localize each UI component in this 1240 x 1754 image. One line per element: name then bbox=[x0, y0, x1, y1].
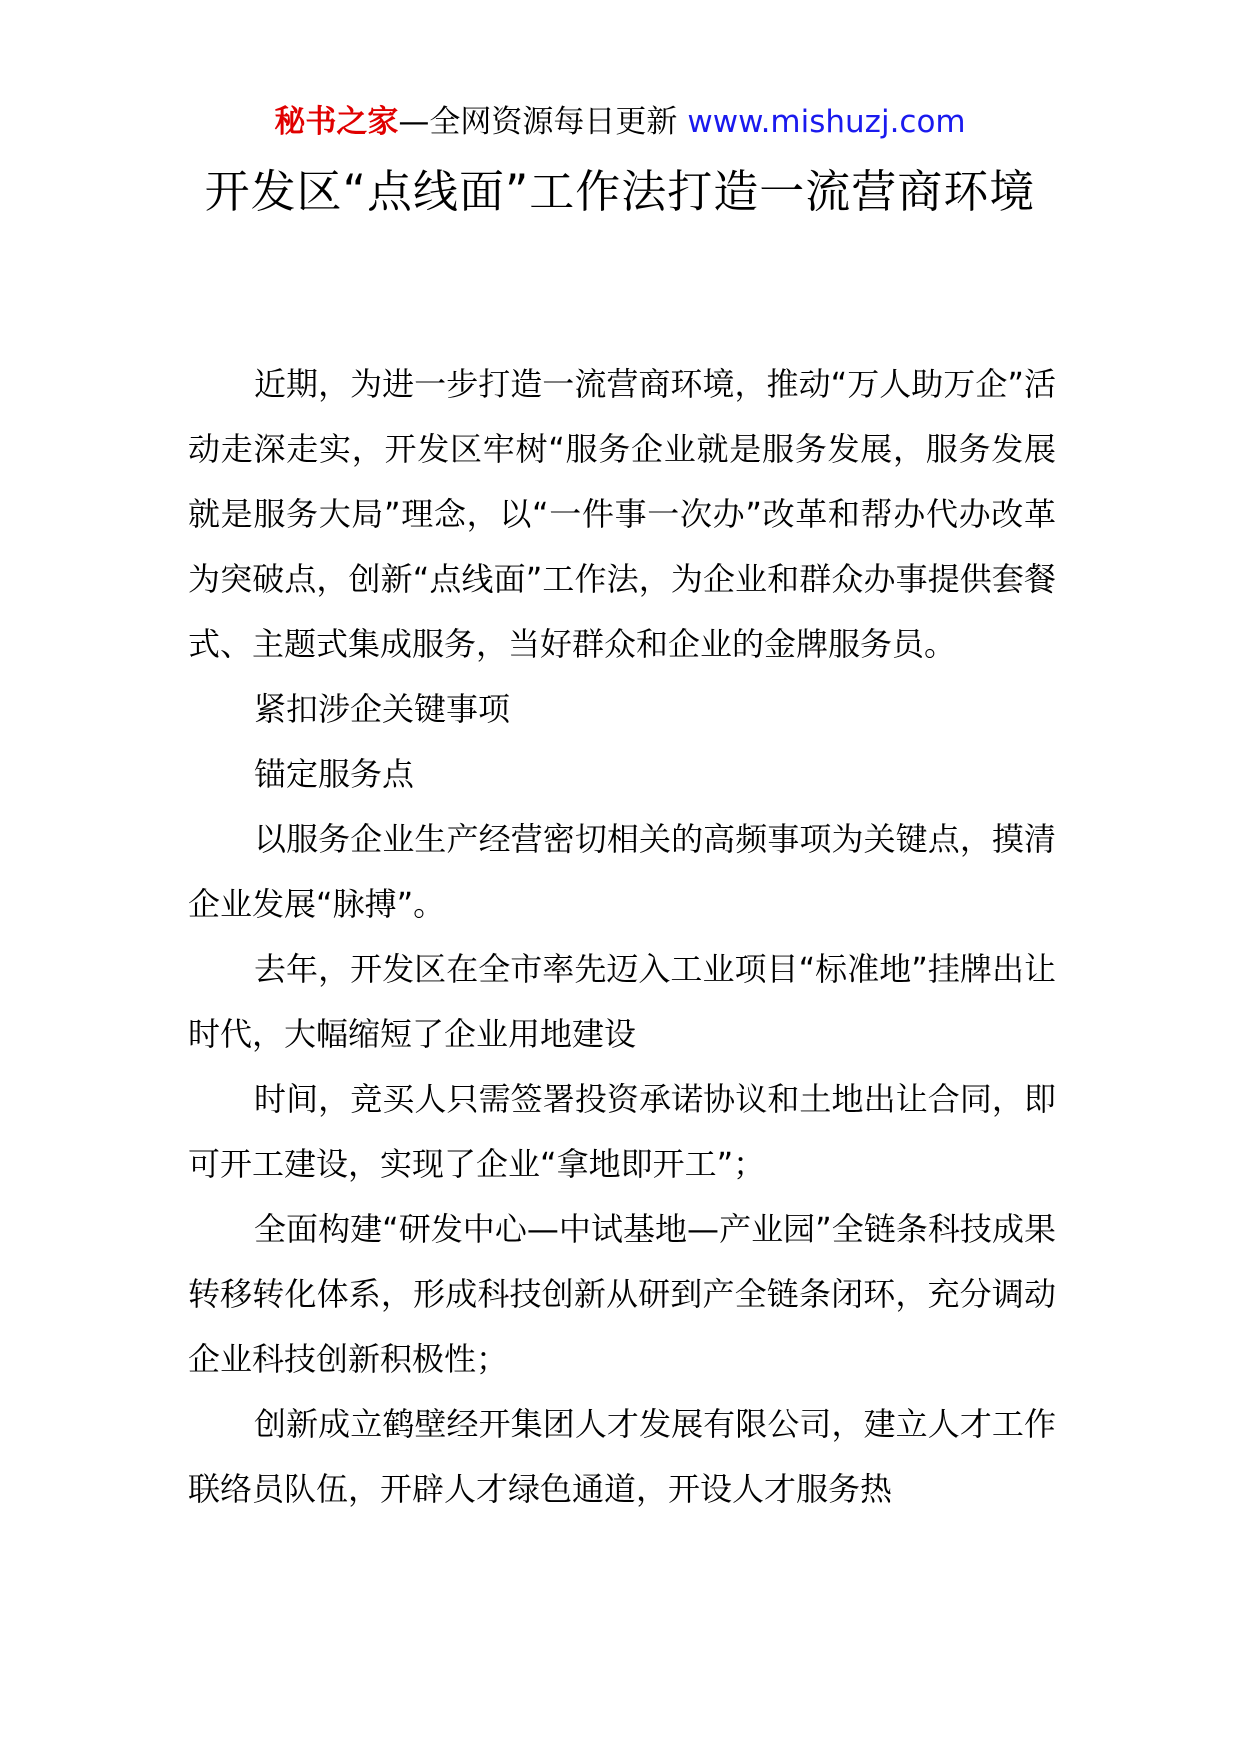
paragraph: 创新成立鹤壁经开集团人才发展有限公司，建立人才工作联络员队伍，开辟人才绿色通道，开设人才服务热 bbox=[188, 1405, 1056, 1508]
paragraph: 以服务企业生产经营密切相关的高频事项为关键点，摸清企业发展“脉搏”。 bbox=[188, 820, 1056, 923]
document-body bbox=[188, 352, 1056, 1522]
section-subheading: 锚定服务点 bbox=[254, 755, 415, 793]
site-url-link[interactable]: www.mishuzj.com bbox=[687, 104, 966, 140]
site-header bbox=[0, 100, 1240, 144]
document-title: 开发区“点线面”工作法打造一流营商环境 bbox=[204, 165, 1036, 218]
site-slogan: —全网资源每日更新 bbox=[398, 104, 678, 140]
site-brand: 秘书之家 bbox=[274, 104, 399, 140]
paragraph: 全面构建“研发中心—中试基地—产业园”全链条科技成果转移转化体系，形成科技创新从研到产全链条闭环，充分调动企业科技创新积极性； bbox=[188, 1210, 1056, 1378]
paragraph: 近期，为进一步打造一流营商环境，推动“万人助万企”活动走深走实，开发区牢树“服务企业就是服务发展，服务发展就是服务大局”理念，以“一件事一次办”改革和帮办代办改革为突破点，创新“点线面”工作法，为企业和群众办事提供套餐式、主题式集成服务，当好群众和企业的金牌服务员。 bbox=[188, 365, 1056, 663]
section-heading: 紧扣涉企关键事项 bbox=[254, 690, 511, 728]
paragraph: 去年，开发区在全市率先迈入工业项目“标准地”挂牌出让时代，大幅缩短了企业用地建设 bbox=[188, 950, 1056, 1053]
paragraph: 时间，竞买人只需签署投资承诺协议和土地出让合同，即可开工建设，实现了企业“拿地即开工”； bbox=[188, 1080, 1056, 1183]
